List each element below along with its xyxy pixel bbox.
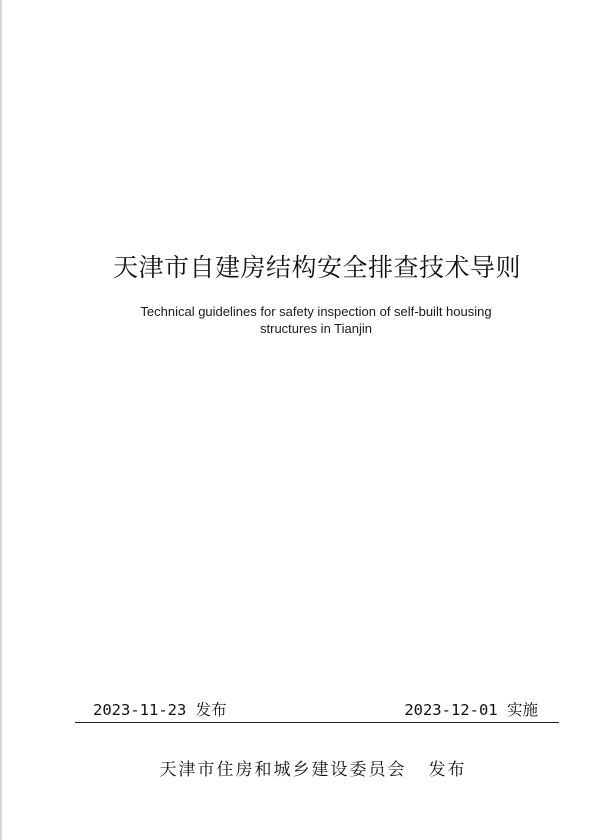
page-left-edge: [0, 0, 2, 840]
effective-date-block: [404, 698, 538, 720]
date-row: [75, 698, 559, 722]
effective-label: 实施: [506, 701, 538, 719]
document-title-chinese: 天津市自建房结构安全排查技术导则: [112, 253, 521, 282]
date-divider-line: [75, 722, 559, 723]
title-english-line-1: Technical guidelines for safety inspection of self-built housing: [140, 304, 492, 319]
issue-date: 2023-11-23: [93, 701, 187, 719]
issuer-name: 天津市住房和城乡建设委员会: [159, 760, 407, 780]
issuer-action: 发布: [428, 760, 467, 780]
effective-date: 2023-12-01: [404, 701, 498, 719]
title-english-line-2: structures in Tianjin: [260, 321, 372, 336]
issue-date-block: [93, 698, 227, 720]
issuer-row: [0, 755, 606, 780]
issue-label: 发布: [195, 701, 227, 719]
document-title-english: [80, 303, 552, 337]
